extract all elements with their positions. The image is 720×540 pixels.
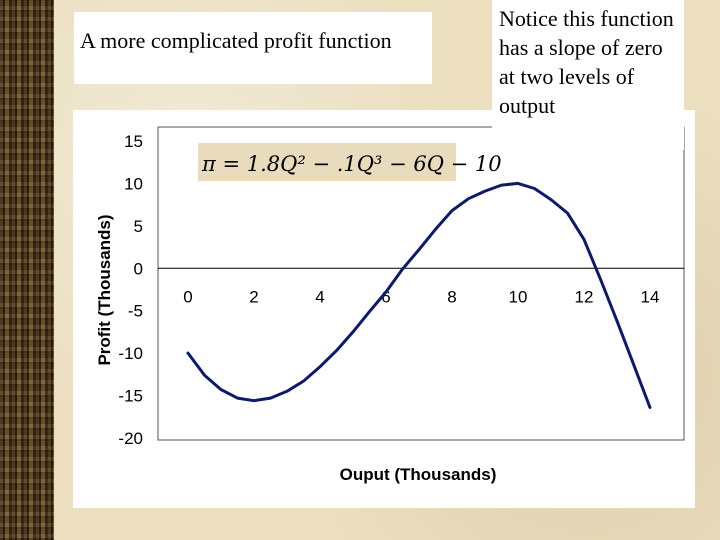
slide-title: A more complicated profit function <box>80 28 392 53</box>
x-tick-label: 2 <box>249 287 259 307</box>
y-tick-label: -15 <box>118 386 143 406</box>
x-tick-label: 14 <box>640 287 660 307</box>
y-axis-title: Profit (Thousands) <box>95 214 114 366</box>
x-axis-title: Ouput (Thousands) <box>339 465 497 484</box>
x-tick-label: 10 <box>508 287 528 307</box>
x-tick-label: 0 <box>183 287 193 307</box>
y-tick-label: 0 <box>133 259 143 279</box>
y-tick-label: 15 <box>124 132 143 151</box>
y-tick-label: -20 <box>118 429 143 448</box>
x-tick-label: 12 <box>574 287 594 307</box>
annotation-note: Notice this function has a slope of zero at two levels of output <box>499 6 674 118</box>
y-tick-label: -10 <box>118 344 143 364</box>
formula-label: π = 1.8Q² − .1Q³ − 6Q − 10 <box>202 152 502 176</box>
x-tick-label: 4 <box>315 287 325 307</box>
x-tick-label: 8 <box>447 287 457 307</box>
y-tick-label: 10 <box>124 174 143 194</box>
y-tick-label: 5 <box>133 216 143 236</box>
y-tick-label: -5 <box>127 301 143 321</box>
x-tick-label: 6 <box>381 287 391 307</box>
